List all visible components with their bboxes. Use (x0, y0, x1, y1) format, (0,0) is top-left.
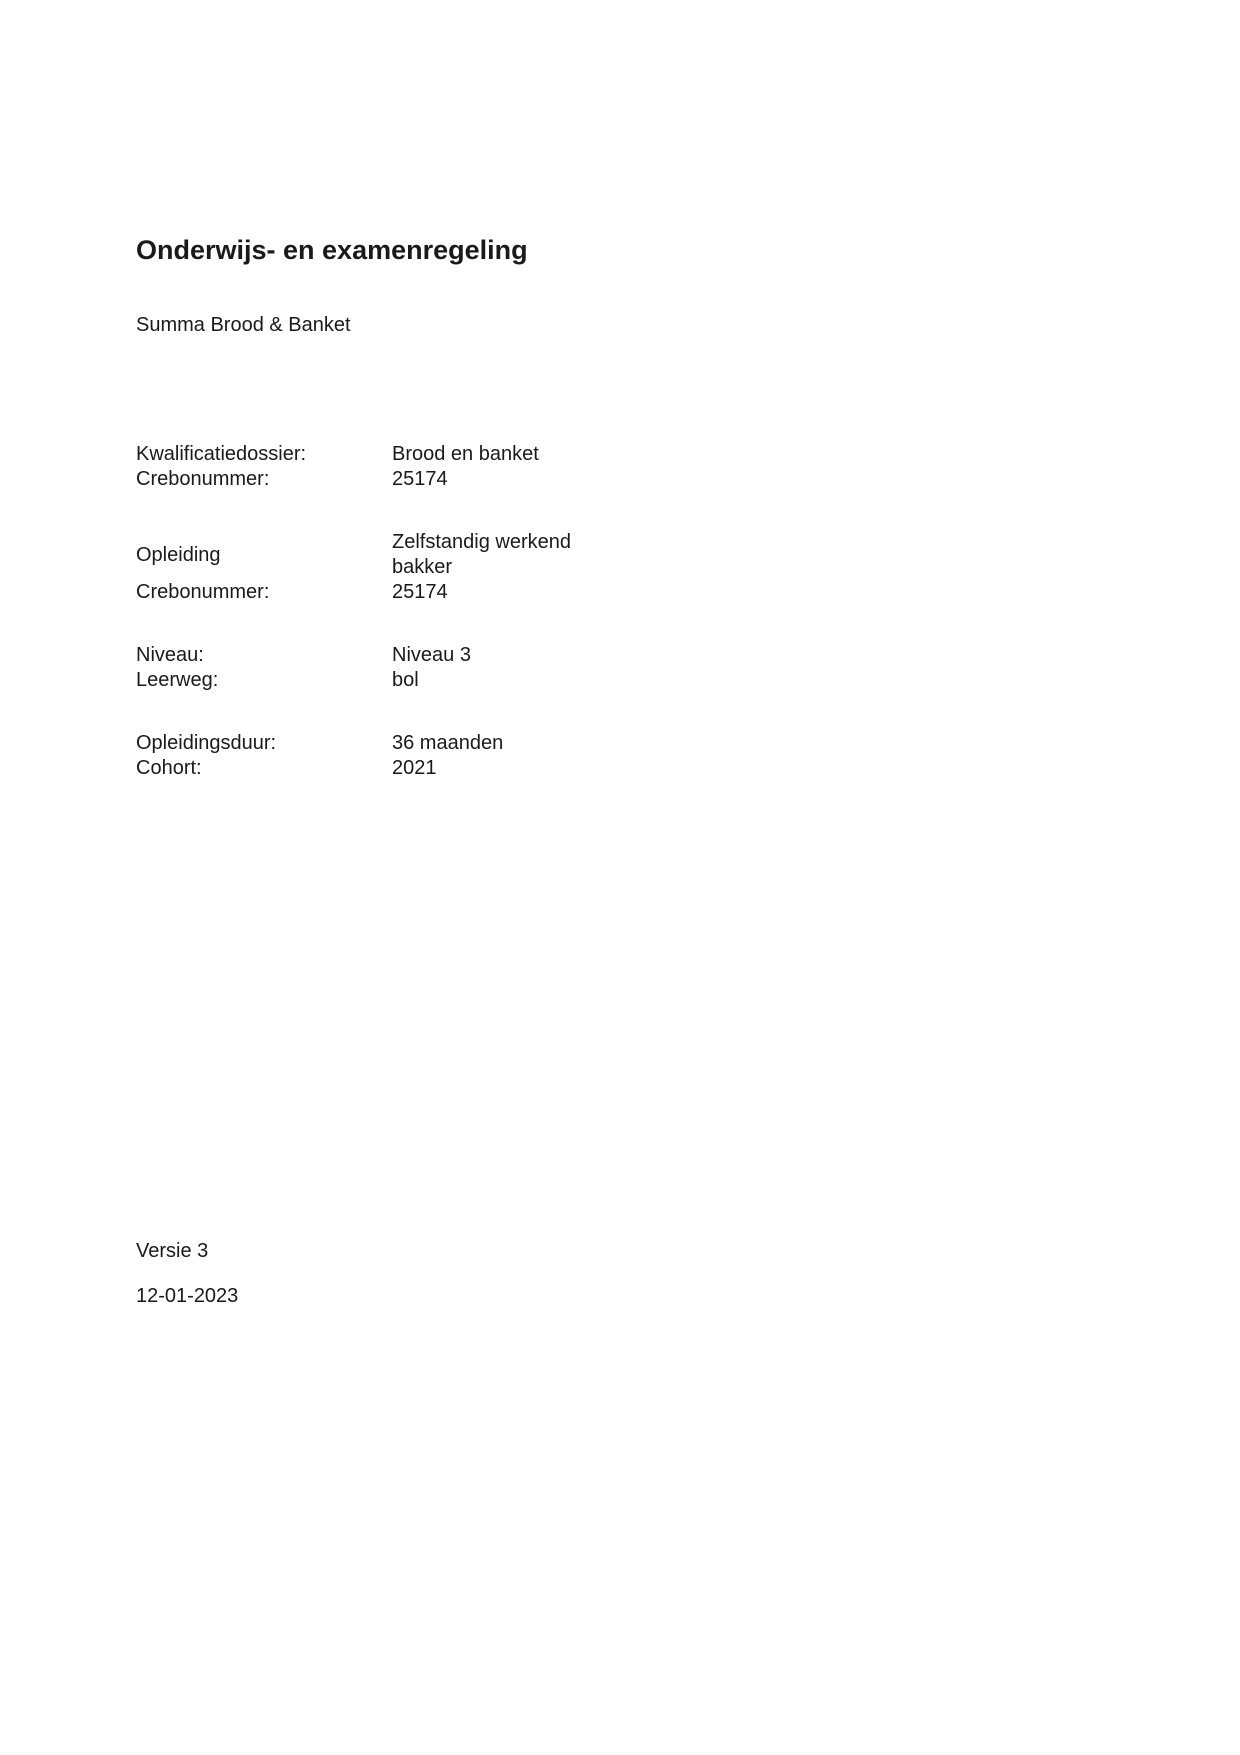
field-value: Brood en banket (392, 443, 539, 465)
table-spacer (136, 693, 632, 731)
table-spacer (136, 492, 632, 530)
field-label: Opleiding (136, 543, 221, 566)
field-label: Leerweg: (136, 669, 219, 691)
field-label: Crebonummer: (136, 581, 270, 603)
table-row (136, 442, 632, 467)
table-row (136, 668, 632, 693)
table-row (136, 643, 632, 668)
table-row (136, 756, 632, 781)
field-value: Niveau 3 (392, 644, 471, 666)
date-label: 12-01-2023 (136, 1285, 239, 1307)
version-label: Versie 3 (136, 1240, 209, 1262)
info-table (136, 442, 632, 781)
table-row (136, 580, 632, 605)
table-row (136, 731, 632, 756)
table-row (136, 530, 632, 580)
field-value: Zelfstandig werkend bakker (392, 531, 571, 578)
field-value: 36 maanden (392, 732, 504, 754)
field-value: 25174 (392, 468, 448, 490)
field-label: Crebonummer: (136, 468, 270, 490)
document-subtitle: Summa Brood & Banket (136, 314, 351, 336)
table-spacer (136, 605, 632, 643)
field-label: Cohort: (136, 757, 202, 779)
field-label: Niveau: (136, 644, 204, 666)
table-row (136, 467, 632, 492)
field-value: bol (392, 669, 419, 691)
document-title: Onderwijs- en examenregeling (136, 235, 528, 266)
field-value: 2021 (392, 757, 437, 779)
field-value: 25174 (392, 581, 448, 603)
field-label: Opleidingsduur: (136, 732, 277, 754)
field-label: Kwalificatiedossier: (136, 443, 307, 465)
